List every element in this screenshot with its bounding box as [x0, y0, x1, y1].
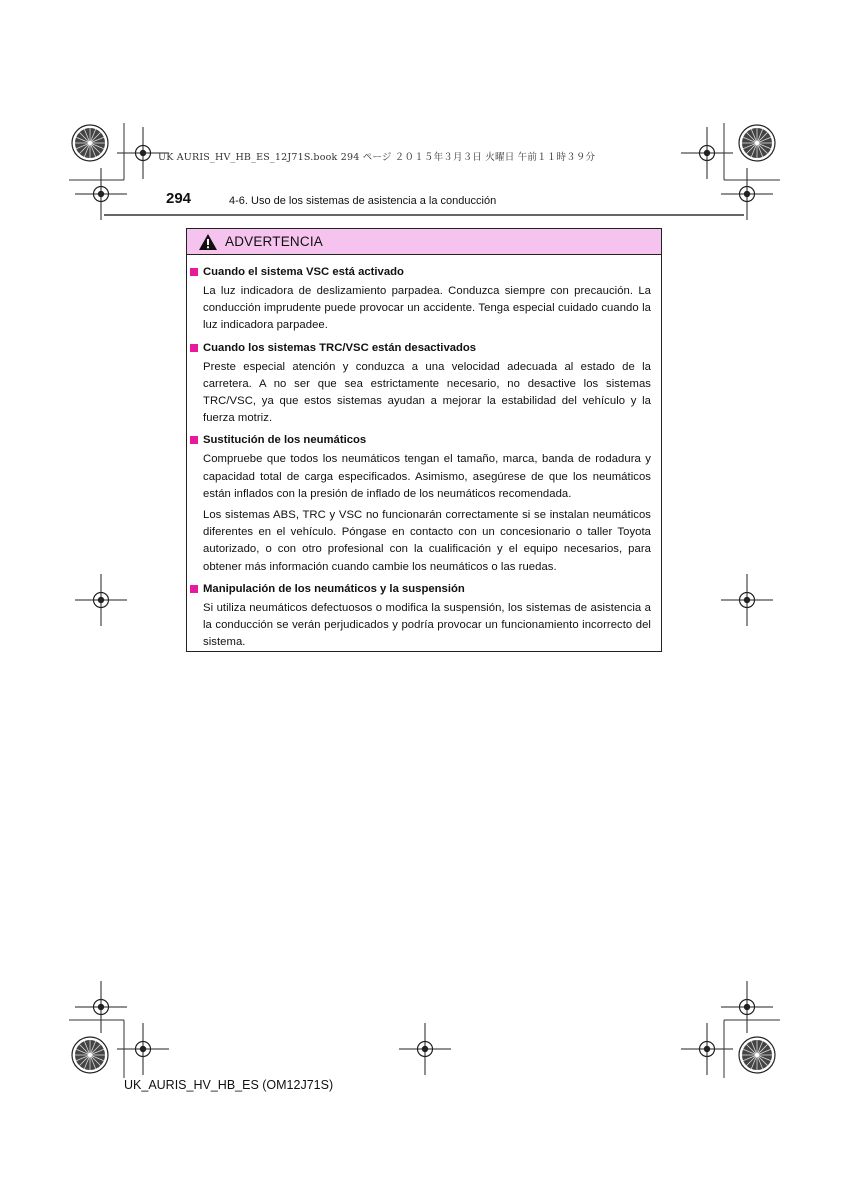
warning-item [190, 265, 651, 335]
item-heading-text: Cuando los sistemas TRC/VSC están desactivados [203, 341, 477, 354]
item-paragraph: La luz indicadora de deslizamiento parpadea. Conduzca siempre con precaución. La conducción imprudente puede provocar un accidente. Tenga especial cuidado cuando la luz indicadora parpadee. [203, 285, 651, 332]
item-paragraph: Compruebe que todos los neumáticos tengan el tamaño, marca, banda de rodadura y capacidad total de carga especificados. Asimismo, asegúrese de que los neumáticos están inflados con la presión de inflado de los neumáticos recomendada. [203, 453, 651, 500]
item-paragraph: Preste especial atención y conduzca a una velocidad adecuada al estado de la carretera. A no ser que sea estrictamente necesario, no desactive los sistemas TRC/VSC, ya que estos sistemas ayudan a mejorar la estabilidad del vehículo y la fuerza motriz. [203, 360, 651, 425]
bullet-square-icon [190, 585, 198, 593]
warning-triangle-icon [198, 233, 218, 251]
bullet-square-icon [190, 268, 198, 276]
file-info: UK AURIS_HV_HB_ES_12J71S.book 294 ページ ２０１５年３月３日 火曜日 午前１１時３９分 [158, 152, 596, 163]
item-heading [190, 433, 651, 447]
warning-box [186, 228, 662, 652]
item-heading-text: Manipulación de los neumáticos y la suspensión [203, 582, 465, 595]
page-number: 294 [166, 190, 192, 207]
warning-item [190, 582, 651, 652]
warning-body [187, 255, 661, 651]
bullet-square-icon [190, 344, 198, 352]
item-heading [190, 265, 651, 279]
item-paragraph: Los sistemas ABS, TRC y VSC no funcionarán correctamente si se instalan neumáticos diferentes en el vehículo. Póngase en contacto con un concesionario o taller Toyota autorizado, o con otro profesional con la cualificación y el equipo necesarios, para obtener más información cuando cambie los neumáticos o las ruedas. [203, 509, 651, 573]
warning-header [187, 229, 661, 255]
item-heading [190, 341, 651, 355]
header-rule [104, 214, 744, 216]
item-heading-text: Cuando el sistema VSC está activado [203, 266, 404, 278]
warning-item [190, 433, 651, 575]
warning-title: ADVERTENCIA [225, 234, 323, 249]
warning-item [190, 341, 651, 428]
bullet-square-icon [190, 436, 198, 444]
section-title: 4-6. Uso de los sistemas de asistencia a la conducción [229, 195, 497, 207]
item-heading-text: Sustitución de los neumáticos [203, 434, 367, 447]
item-paragraph: Si utiliza neumáticos defectuosos o modifica la suspensión, los sistemas de asistencia a la conducción se verán perjudicados y podría provocar un funcionamiento incorrecto del sistema. [203, 601, 651, 649]
footer-code: UK_AURIS_HV_HB_ES (OM12J71S) [124, 1078, 334, 1092]
item-heading [190, 582, 651, 596]
